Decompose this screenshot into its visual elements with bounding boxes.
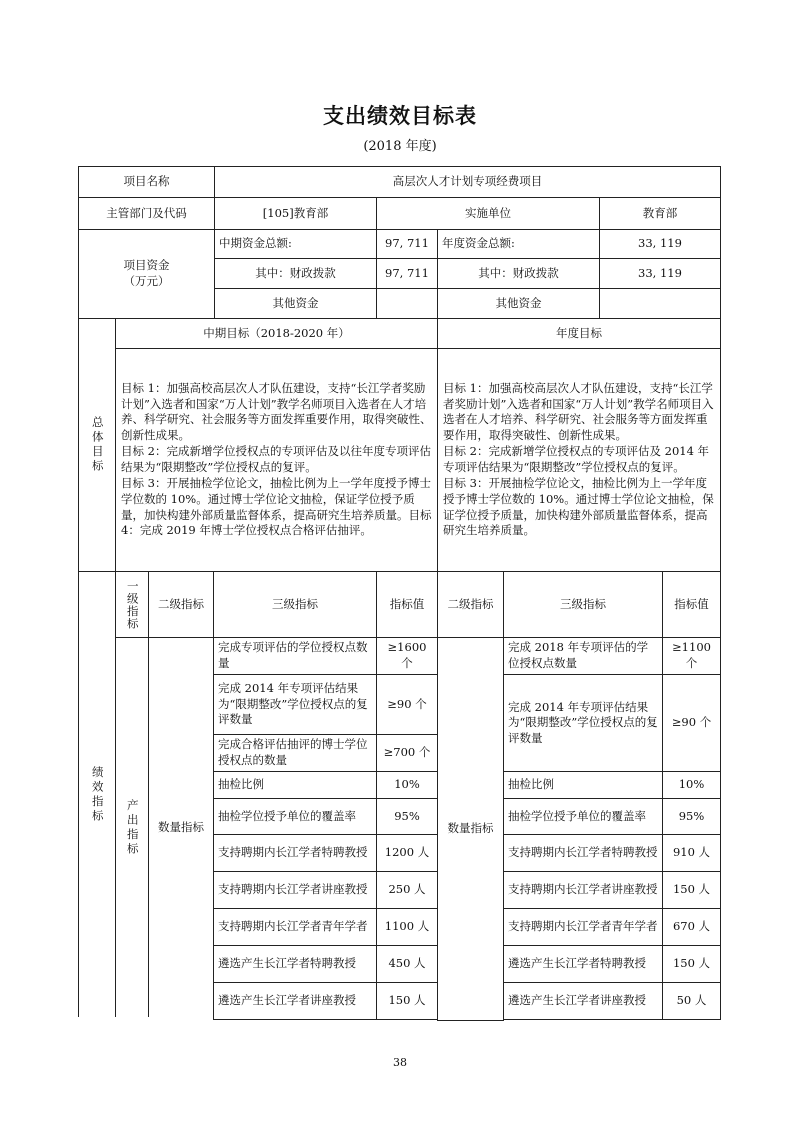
year-indicator-name: 抽检比例 [503, 771, 663, 799]
dept-value: [105]教育部 [214, 197, 377, 230]
year-total-value: 33, 119 [599, 229, 721, 259]
mid-total-label: 中期资金总额: [214, 229, 377, 259]
year-indicator-value: 10% [662, 771, 721, 799]
mid-indicator-value: 1100 人 [376, 908, 438, 946]
year-fiscal-value: 33, 119 [599, 258, 721, 289]
col-value-header: 指标值 [376, 571, 438, 638]
mid-indicator-name: 支持聘期内长江学者讲座教授 [213, 871, 377, 909]
overall-goals-label: 总体目标 [78, 318, 116, 572]
mid-indicator-name: 完成合格评估抽评的博士学位授权点的数量 [213, 734, 377, 772]
col-level3-header-year: 三级指标 [503, 571, 663, 638]
year-indicator-value: 670 人 [662, 908, 721, 946]
year-other-label: 其他资金 [437, 288, 600, 319]
level2-quantity-indicator-year: 数量指标 [437, 637, 504, 1021]
year-indicator-name: 完成 2018 年专项评估的学位授权点数量 [503, 637, 663, 675]
year-indicator-name: 支持聘期内长江学者讲座教授 [503, 871, 663, 909]
year-fiscal-label: 其中：财政拨款 [437, 258, 600, 289]
year-indicator-name: 遴选产生长江学者讲座教授 [503, 982, 663, 1020]
year-indicator-value: ≥90 个 [662, 674, 721, 772]
mid-indicator-value: ≥700 个 [376, 734, 438, 772]
mid-indicator-name: 完成专项评估的学位授权点数量 [213, 637, 377, 675]
mid-indicator-name: 遴选产生长江学者特聘教授 [213, 945, 377, 983]
mid-indicator-value: ≥90 个 [376, 674, 438, 735]
year-indicator-name: 支持聘期内长江学者特聘教授 [503, 834, 663, 872]
mid-indicator-value: 250 人 [376, 871, 438, 909]
mid-indicator-value: 150 人 [376, 982, 438, 1020]
impl-label: 实施单位 [376, 197, 600, 230]
mid-other-value [376, 288, 438, 319]
year-total-label: 年度资金总额: [437, 229, 600, 259]
mid-indicator-name: 完成 2014 年专项评估结果为“限期整改”学位授权点的复评数量 [213, 674, 377, 735]
year-indicator-value: 50 人 [662, 982, 721, 1020]
project-name-label: 项目名称 [78, 166, 215, 198]
page-number: 38 [393, 1056, 407, 1069]
year-indicator-value: ≥1100 个 [662, 637, 721, 675]
year-indicator-name: 支持聘期内长江学者青年学者 [503, 908, 663, 946]
year-goal-text: 目标 1：加强高校高层次人才队伍建设，支持“长江学者奖励计划”入选者和国家“万人计划”教学名师项目入选者在人才培养、科学研究、社会服务等方面发挥重要作用，取得突破性、创新性成果。 目标 2：完成新增学位授权点的专项评估及 2014 年专项评估结果为“限期整改”学位授权点的复评。 目标 3：开展抽检学位论文，抽检比例为上一学年度授予博士学位数的 10%。通过博士学位论文抽检，保证学位授予质量，加快构建外部质量监督体系，提高研究生培养质量。 [437, 348, 721, 572]
performance-indicators-label: 绩效指标 [78, 571, 116, 1017]
year-goal-header: 年度目标 [437, 318, 721, 349]
mid-fiscal-label: 其中：财政拨款 [214, 258, 377, 289]
year-indicator-name: 抽检学位授予单位的覆盖率 [503, 798, 663, 835]
dept-label: 主管部门及代码 [78, 197, 215, 230]
mid-indicator-value: 450 人 [376, 945, 438, 983]
mid-other-label: 其他资金 [214, 288, 377, 319]
mid-indicator-value: 10% [376, 771, 438, 799]
mid-indicator-name: 支持聘期内长江学者青年学者 [213, 908, 377, 946]
mid-indicator-name: 支持聘期内长江学者特聘教授 [213, 834, 377, 872]
col-level2-header: 二级指标 [148, 571, 214, 638]
mid-indicator-value: ≥1600 个 [376, 637, 438, 675]
performance-goal-table [78, 166, 721, 1017]
mid-fiscal-value: 97, 711 [376, 258, 438, 289]
year-indicator-value: 910 人 [662, 834, 721, 872]
col-level2-header-year: 二级指标 [437, 571, 504, 638]
year-indicator-value: 95% [662, 798, 721, 835]
funds-label: 项目资金 （万元） [78, 229, 215, 319]
impl-value: 教育部 [599, 197, 721, 230]
col-value-header-year: 指标值 [662, 571, 721, 638]
year-indicator-name: 完成 2014 年专项评估结果为“限期整改”学位授权点的复评数量 [503, 674, 663, 772]
year-indicator-name: 遴选产生长江学者特聘教授 [503, 945, 663, 983]
mid-indicator-name: 遴选产生长江学者讲座教授 [213, 982, 377, 1020]
mid-total-value: 97, 711 [376, 229, 438, 259]
year-indicator-value: 150 人 [662, 945, 721, 983]
level2-quantity-indicator-mid: 数量指标 [148, 637, 214, 1017]
mid-goal-text: 目标 1：加强高校高层次人才队伍建设，支持“长江学者奖励计划”入选者和国家“万人计划”教学名师项目入选者在人才培养、科学研究、社会服务等方面发挥重要作用，取得突破性、创新性成果。 目标 2：完成新增学位授权点的专项评估及以往年度专项评估结果为“限期整改”学位授权点的复评。 目标 3：开展抽检学位论文，抽检比例为上一学年度授予博士学位数的 10%。通过博士学位论文抽检，保证学位授予质量，加快构建外部质量监督体系，提高研究生培养质量。目标 4：完成 2019 年博士学位授权点合格评估抽评。 [115, 348, 438, 572]
mid-goal-header: 中期目标（2018-2020 年） [115, 318, 438, 349]
page-title: 支出绩效目标表 [323, 104, 477, 128]
col-level3-header: 三级指标 [213, 571, 377, 638]
page-subtitle-year: (2018 年度) [363, 139, 437, 154]
year-indicator-value: 150 人 [662, 871, 721, 909]
project-name-value: 高层次人才计划专项经费项目 [214, 166, 721, 198]
mid-indicator-name: 抽检学位授予单位的覆盖率 [213, 798, 377, 835]
level1-output-indicator: 产出指标 [115, 637, 149, 1017]
year-other-value [599, 288, 721, 319]
mid-indicator-name: 抽检比例 [213, 771, 377, 799]
mid-indicator-value: 1200 人 [376, 834, 438, 872]
mid-indicator-value: 95% [376, 798, 438, 835]
col-level1-header: 一级指标 [115, 571, 149, 638]
